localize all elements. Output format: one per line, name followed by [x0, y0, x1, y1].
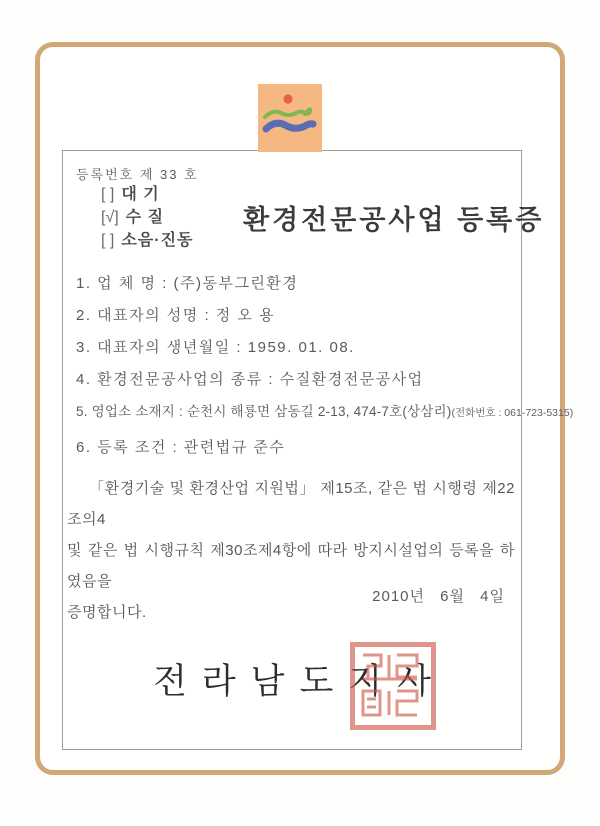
- sun-icon: [283, 94, 292, 103]
- office-address-text: 5. 영업소 소재지 : 순천시 해룡면 삼동길 2-13, 474-7호(상삼리): [76, 404, 452, 419]
- item-representative-birthdate: 3. 대표자의 생년월일 : 1959. 01. 08.: [76, 339, 355, 356]
- item-registration-condition: 6. 등록 조건 : 관련법규 준수: [76, 439, 286, 456]
- item-office-address: [76, 400, 573, 420]
- certificate-title: 환경전문공사업 등록증: [243, 205, 545, 235]
- item-business-type: 4. 환경전문공사업의 종류 : 수질환경전문공사업: [76, 371, 424, 388]
- logo-background: [258, 84, 322, 152]
- item-representative-name: 2. 대표자의 성명 : 정 오 용: [76, 307, 276, 324]
- statement-line-2: 및 같은 법 시행규칙 제30조제4항에 따라 방지시설업의 등록을 하였음을: [67, 542, 515, 590]
- category-air-label: 대 기: [121, 186, 160, 203]
- category-water-label: 수 질: [125, 209, 165, 226]
- statement-line-3: 증명합니다.: [67, 604, 147, 621]
- issuer-title: 전라남도지사: [153, 662, 446, 701]
- issue-date: 2010년 6월 4일: [372, 588, 505, 605]
- category-noise: [101, 229, 243, 252]
- item-company-name: 1. 업 체 명 : (주)동부그린환경: [76, 275, 299, 292]
- category-air: [101, 183, 243, 206]
- official-seal-stamp: [349, 641, 437, 731]
- category-water: [101, 206, 243, 229]
- office-phone-number: (전화번호 : 061-723-5315): [451, 407, 574, 419]
- certificate-body-box: [62, 150, 574, 750]
- seal-script-glyphs: [363, 655, 417, 715]
- checkbox-air: [ ]: [101, 186, 115, 203]
- environment-logo: [258, 84, 322, 152]
- checkbox-noise: [ ]: [101, 232, 115, 249]
- category-checkbox-list: [101, 183, 243, 252]
- statement-line-1: 「환경기술 및 환경산업 지원법」 제15조, 같은 법 시행령 제22조의4: [67, 480, 515, 528]
- certificate-header: [101, 183, 544, 252]
- registration-number: 등록번호 제 33 호: [76, 167, 199, 182]
- checkbox-water-checked: [√]: [101, 209, 119, 226]
- category-noise-label: 소음·진동: [121, 232, 194, 249]
